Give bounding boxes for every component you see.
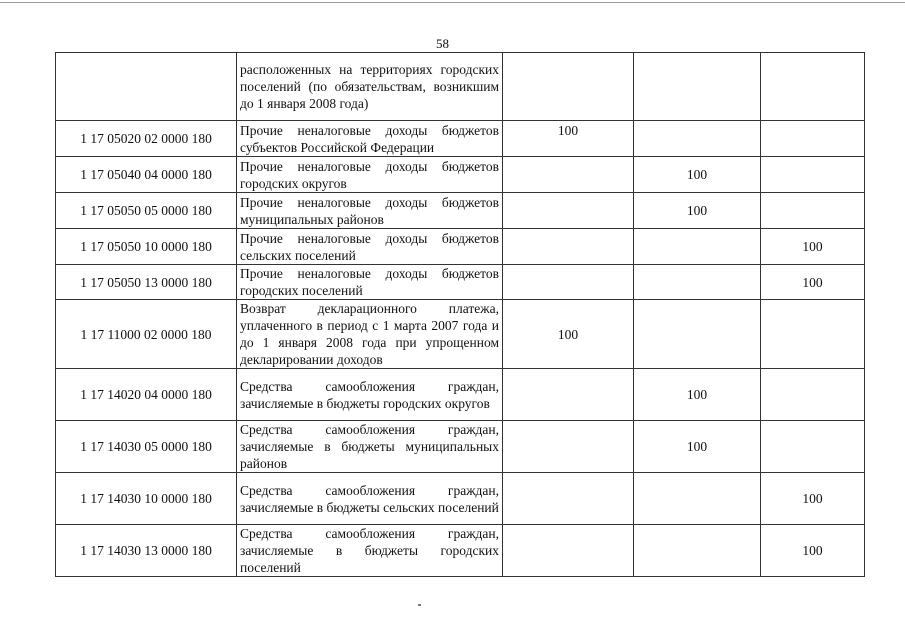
row-name: Прочие неналоговые доходы бюджетов муниципальных районов (237, 193, 503, 229)
table-row (56, 473, 865, 525)
row-value-col2 (634, 53, 761, 121)
row-value-col3 (761, 369, 865, 421)
row-value-col3 (761, 421, 865, 473)
table-row (56, 525, 865, 577)
page-number: 58 (436, 36, 449, 51)
row-value-col1 (503, 473, 634, 525)
row-value-col1: 100 (503, 300, 634, 369)
row-name: Прочие неналоговые доходы бюджетов городских округов (237, 157, 503, 193)
table-row (56, 300, 865, 369)
row-code: 1 17 14030 13 0000 180 (56, 525, 237, 577)
row-name: Средства самообложения граждан, зачисляемые в бюджеты городских поселений (237, 525, 503, 577)
row-code (56, 53, 237, 121)
row-value-col1 (503, 265, 634, 300)
row-value-col2 (634, 265, 761, 300)
row-value-col3 (761, 157, 865, 193)
row-value-col3 (761, 53, 865, 121)
row-value-col2 (634, 525, 761, 577)
row-value-col3 (761, 193, 865, 229)
row-code: 1 17 05050 10 0000 180 (56, 229, 237, 265)
top-border-line (0, 2, 905, 3)
table-row (56, 157, 865, 193)
row-value-col2 (634, 121, 761, 157)
row-name: расположенных на территориях городских поселений (по обязательствам, возникшим до 1 января 2008 года) (237, 53, 503, 121)
row-name: Возврат декларационного платежа, уплаченного в период с 1 марта 2007 года и до 1 января 2008 года при упрощенном декларировании доходов (237, 300, 503, 369)
table-row (56, 265, 865, 300)
scan-speck (418, 604, 421, 606)
row-value-col1 (503, 525, 634, 577)
row-code: 1 17 05050 05 0000 180 (56, 193, 237, 229)
row-value-col1 (503, 193, 634, 229)
row-code: 1 17 11000 02 0000 180 (56, 300, 237, 369)
row-value-col3 (761, 300, 865, 369)
row-value-col2: 100 (634, 193, 761, 229)
row-name: Прочие неналоговые доходы бюджетов городских поселений (237, 265, 503, 300)
row-name: Средства самообложения граждан, зачисляемые в бюджеты сельских поселений (237, 473, 503, 525)
table-row (56, 53, 865, 121)
row-value-col1 (503, 229, 634, 265)
row-code: 1 17 14030 10 0000 180 (56, 473, 237, 525)
row-value-col2: 100 (634, 369, 761, 421)
row-value-col1 (503, 369, 634, 421)
row-value-col3: 100 (761, 265, 865, 300)
row-value-col2 (634, 229, 761, 265)
row-value-col1 (503, 157, 634, 193)
row-value-col3 (761, 121, 865, 157)
row-value-col1 (503, 421, 634, 473)
row-value-col1 (503, 53, 634, 121)
row-code: 1 17 14030 05 0000 180 (56, 421, 237, 473)
budget-classification-table (55, 52, 865, 577)
table-row (56, 193, 865, 229)
row-name: Средства самообложения граждан, зачисляемые в бюджеты городских округов (237, 369, 503, 421)
row-value-col2: 100 (634, 157, 761, 193)
table-row (56, 121, 865, 157)
row-value-col2: 100 (634, 421, 761, 473)
row-value-col3: 100 (761, 473, 865, 525)
row-code: 1 17 05050 13 0000 180 (56, 265, 237, 300)
row-value-col3: 100 (761, 229, 865, 265)
table-row (56, 369, 865, 421)
row-value-col1: 100 (503, 121, 634, 157)
row-code: 1 17 05040 04 0000 180 (56, 157, 237, 193)
table-row (56, 229, 865, 265)
row-name: Прочие неналоговые доходы бюджетов субъектов Российской Федерации (237, 121, 503, 157)
row-value-col2 (634, 300, 761, 369)
row-name: Прочие неналоговые доходы бюджетов сельских поселений (237, 229, 503, 265)
row-value-col2 (634, 473, 761, 525)
row-value-col3: 100 (761, 525, 865, 577)
row-code: 1 17 14020 04 0000 180 (56, 369, 237, 421)
table-row (56, 421, 865, 473)
row-name: Средства самообложения граждан, зачисляемые в бюджеты муниципальных районов (237, 421, 503, 473)
row-code: 1 17 05020 02 0000 180 (56, 121, 237, 157)
